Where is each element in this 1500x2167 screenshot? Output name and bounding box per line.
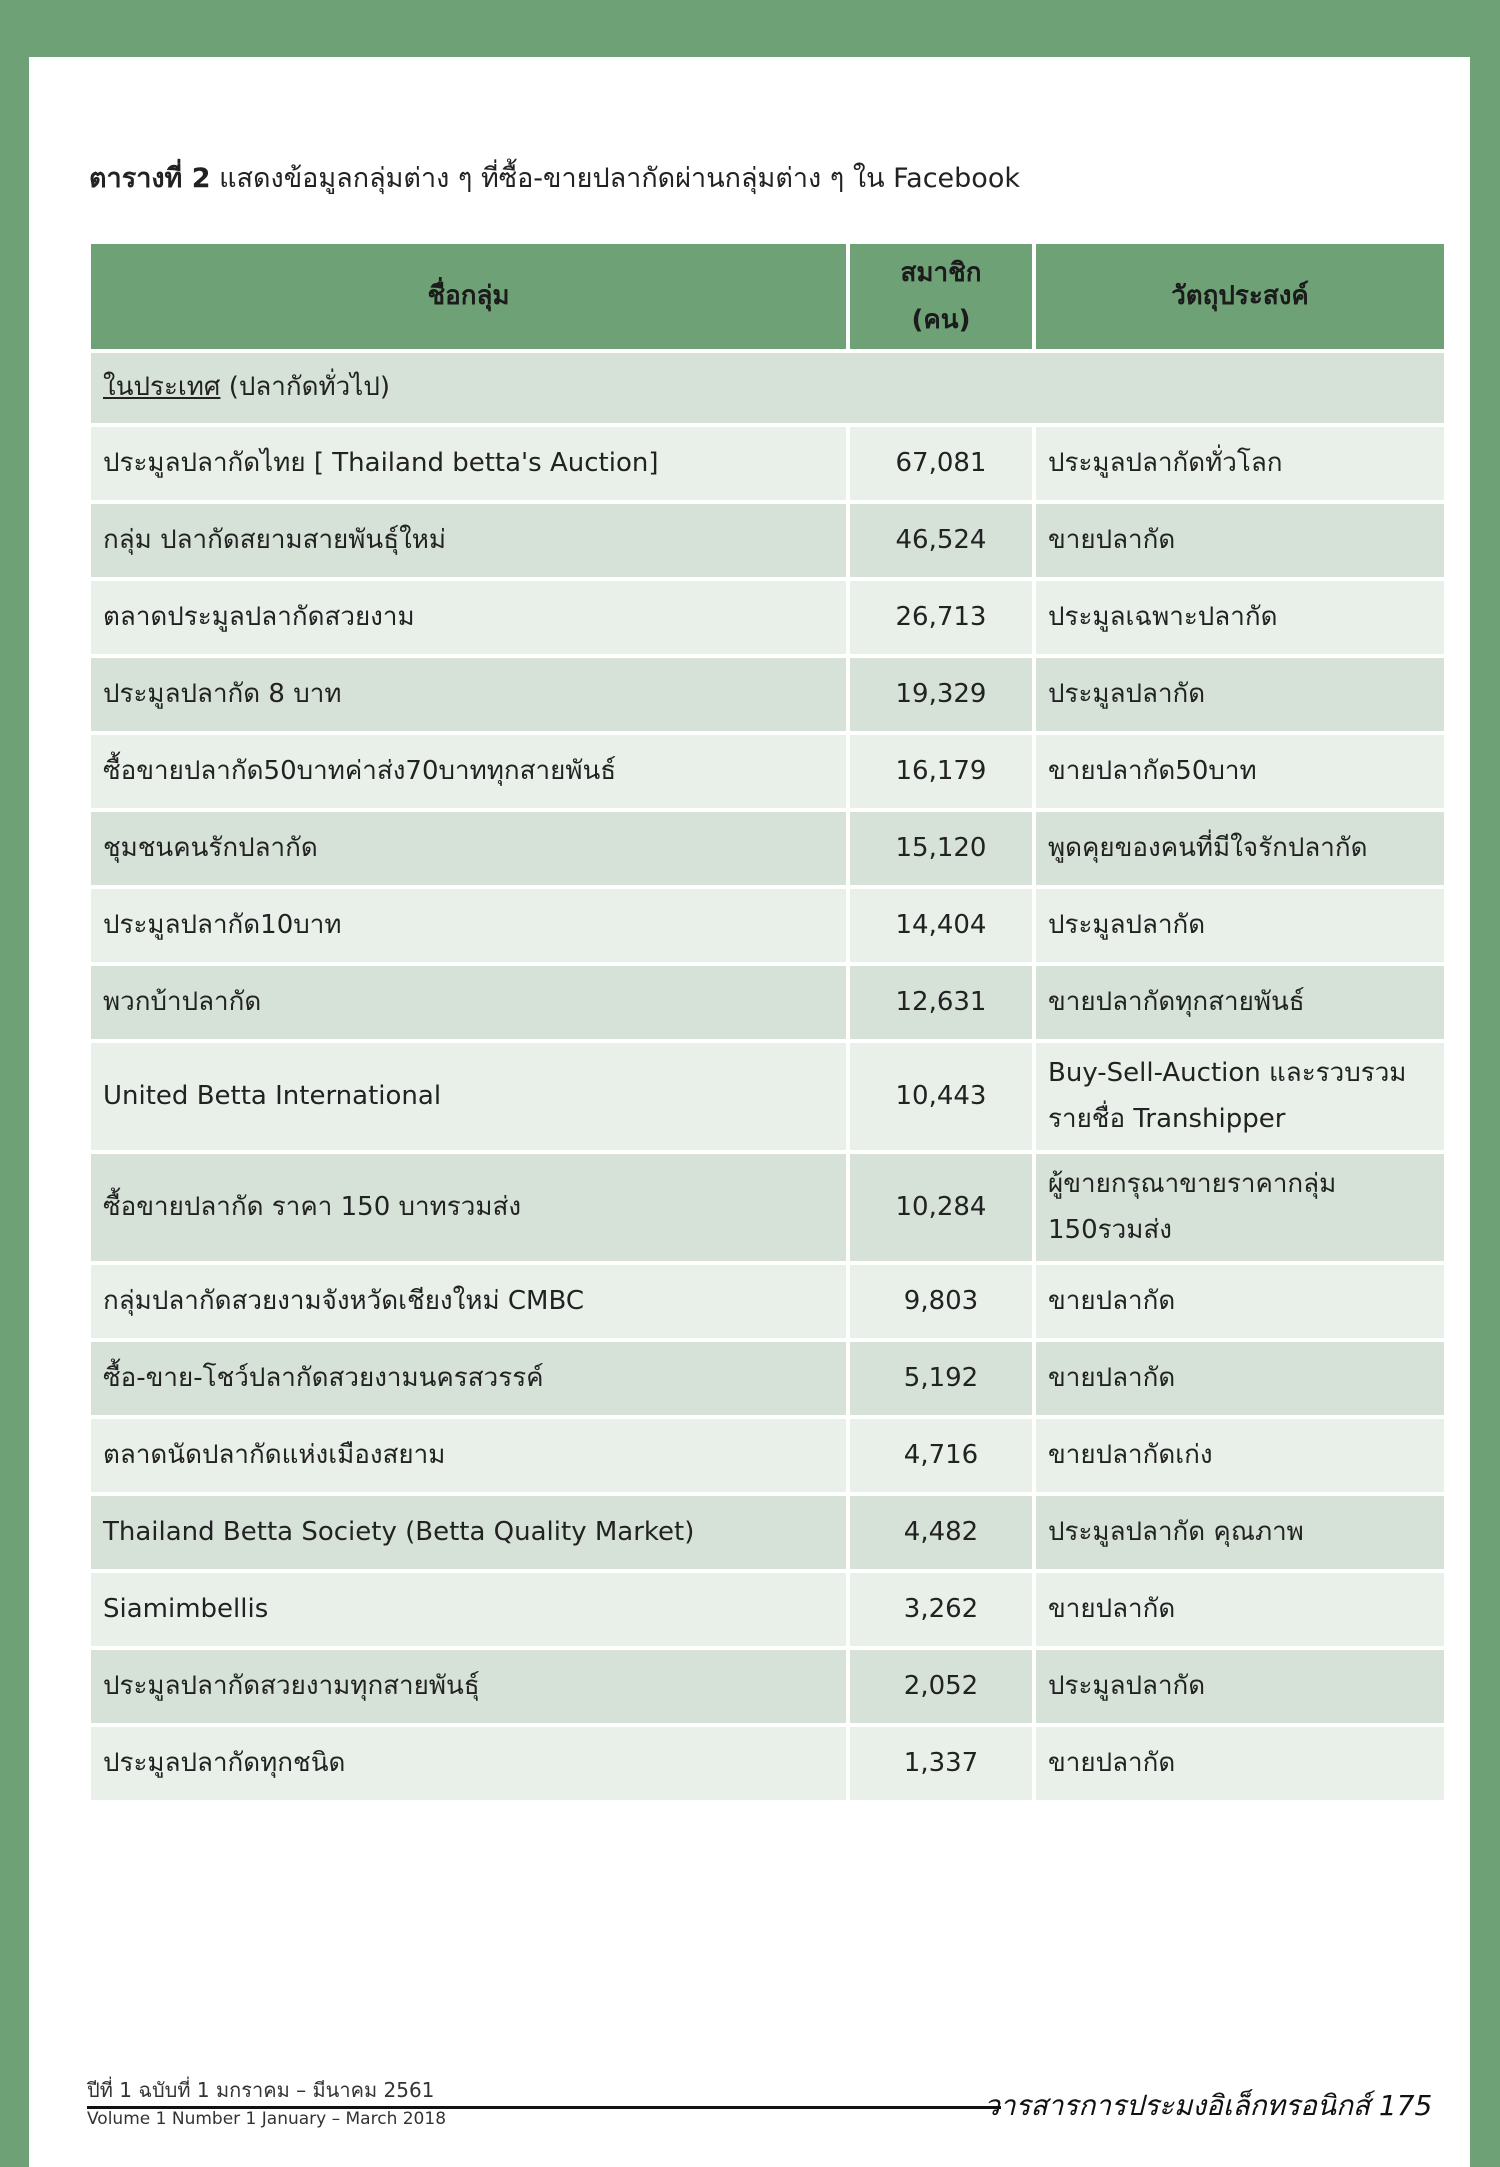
members-cell: 4,482 — [850, 1496, 1032, 1569]
header-purpose: วัตถุประสงค์ — [1036, 244, 1444, 349]
footer-issue-en: Volume 1 Number 1 January – March 2018 — [87, 2109, 447, 2129]
group-name-cell: ประมูลปลากัด 8 บาท — [91, 658, 846, 731]
footer-issue-th: ปีที่ 1 ฉบับที่ 1 มกราคม – มีนาคม 2561 — [87, 2078, 435, 2102]
members-cell: 14,404 — [850, 889, 1032, 962]
purpose-cell: ขายปลากัดทุกสายพันธ์ — [1036, 966, 1444, 1039]
purpose-cell: ประมูลปลากัด — [1036, 889, 1444, 962]
members-cell: 1,337 — [850, 1727, 1032, 1800]
footer-journal-page: วารสารการประมงอิเล็กทรอนิกส์ 175 — [984, 2089, 1433, 2122]
group-name-cell: ตลาดนัดปลากัดแห่งเมืองสยาม — [91, 1419, 846, 1492]
table-body — [91, 353, 1444, 1800]
purpose-cell: ประมูลปลากัด — [1036, 1650, 1444, 1723]
members-cell: 67,081 — [850, 427, 1032, 500]
group-name-cell: ตลาดประมูลปลากัดสวยงาม — [91, 581, 846, 654]
table-row — [91, 1342, 1444, 1415]
section-cell — [91, 353, 1444, 423]
table-caption — [89, 161, 1020, 196]
purpose-cell: ขายปลากัดเก่ง — [1036, 1419, 1444, 1492]
group-name-cell: ประมูลปลากัดทุกชนิด — [91, 1727, 846, 1800]
caption-label: ตารางที่ 2 — [89, 163, 211, 194]
group-name-cell: Thailand Betta Society (Betta Quality Market) — [91, 1496, 846, 1569]
table-row — [91, 581, 1444, 654]
group-name-cell: United Betta International — [91, 1043, 846, 1150]
purpose-cell: ประมูลปลากัด คุณภาพ — [1036, 1496, 1444, 1569]
table-row — [91, 1154, 1444, 1261]
table-row — [91, 427, 1444, 500]
members-cell: 4,716 — [850, 1419, 1032, 1492]
purpose-cell: ประมูลปลากัด — [1036, 658, 1444, 731]
purpose-cell: ขายปลากัด — [1036, 1342, 1444, 1415]
group-name-cell: ประมูลปลากัด10บาท — [91, 889, 846, 962]
betta-groups-table — [87, 240, 1448, 1804]
members-cell: 10,443 — [850, 1043, 1032, 1150]
footer-issue — [87, 2075, 446, 2132]
table-row — [91, 1573, 1444, 1646]
table-row — [91, 504, 1444, 577]
members-cell: 9,803 — [850, 1265, 1032, 1338]
table-row — [91, 1650, 1444, 1723]
purpose-cell: ขายปลากัด — [1036, 504, 1444, 577]
group-name-cell: กลุ่มปลากัดสวยงามจังหวัดเชียงใหม่ CMBC — [91, 1265, 846, 1338]
purpose-cell: ขายปลากัด — [1036, 1265, 1444, 1338]
group-name-cell: กลุ่ม ปลากัดสยามสายพันธุ์ใหม่ — [91, 504, 846, 577]
group-name-cell: พวกบ้าปลากัด — [91, 966, 846, 1039]
header-members-line1: สมาชิก — [900, 257, 982, 288]
table-row — [91, 1265, 1444, 1338]
members-cell: 12,631 — [850, 966, 1032, 1039]
members-cell: 5,192 — [850, 1342, 1032, 1415]
section-note: (ปลากัดทั่วไป) — [220, 372, 390, 403]
members-cell: 46,524 — [850, 504, 1032, 577]
group-name-cell: Siamimbellis — [91, 1573, 846, 1646]
document-page — [29, 57, 1470, 2167]
table-header-row — [91, 244, 1444, 349]
members-cell: 2,052 — [850, 1650, 1032, 1723]
purpose-cell: ผู้ขายกรุณาขายราคากลุ่ม 150รวมส่ง — [1036, 1154, 1444, 1261]
purpose-cell: ประมูลเฉพาะปลากัด — [1036, 581, 1444, 654]
table-row — [91, 1496, 1444, 1569]
table-row — [91, 1419, 1444, 1492]
purpose-cell: ประมูลปลากัดทั่วโลก — [1036, 427, 1444, 500]
purpose-cell: พูดคุยของคนที่มีใจรักปลากัด — [1036, 812, 1444, 885]
table-row — [91, 1043, 1444, 1150]
section-label: ในประเทศ — [103, 372, 221, 403]
purpose-cell: Buy-Sell-Auction และรวบรวม รายชื่อ Transhipper — [1036, 1043, 1444, 1150]
caption-text: แสดงข้อมูลกลุ่มต่าง ๆ ที่ซื้อ-ขายปลากัดผ่านกลุ่มต่าง ๆ ใน Facebook — [210, 163, 1020, 194]
group-name-cell: ซื้อขายปลากัด50บาทค่าส่ง70บาททุกสายพันธ์ — [91, 735, 846, 808]
members-cell: 16,179 — [850, 735, 1032, 808]
members-cell: 19,329 — [850, 658, 1032, 731]
table-row — [91, 735, 1444, 808]
group-name-cell: ประมูลปลากัดไทย [ Thailand betta's Auction] — [91, 427, 846, 500]
header-members — [850, 244, 1032, 349]
section-row — [91, 353, 1444, 423]
purpose-cell: ขายปลากัด — [1036, 1727, 1444, 1800]
table-row — [91, 1727, 1444, 1800]
members-cell: 15,120 — [850, 812, 1032, 885]
table-row — [91, 812, 1444, 885]
header-members-line2: (คน) — [911, 304, 971, 335]
table-row — [91, 658, 1444, 731]
table-row — [91, 889, 1444, 962]
group-name-cell: ชุมชนคนรักปลากัด — [91, 812, 846, 885]
group-name-cell: ซื้อ-ขาย-โชว์ปลากัดสวยงามนครสวรรค์ — [91, 1342, 846, 1415]
purpose-cell: ขายปลากัด — [1036, 1573, 1444, 1646]
table-row — [91, 966, 1444, 1039]
members-cell: 26,713 — [850, 581, 1032, 654]
members-cell: 10,284 — [850, 1154, 1032, 1261]
header-group-name: ชื่อกลุ่ม — [91, 244, 846, 349]
footer-divider — [87, 2106, 1001, 2109]
purpose-cell: ขายปลากัด50บาท — [1036, 735, 1444, 808]
members-cell: 3,262 — [850, 1573, 1032, 1646]
group-name-cell: ซื้อขายปลากัด ราคา 150 บาทรวมส่ง — [91, 1154, 846, 1261]
group-name-cell: ประมูลปลากัดสวยงามทุกสายพันธุ์ — [91, 1650, 846, 1723]
